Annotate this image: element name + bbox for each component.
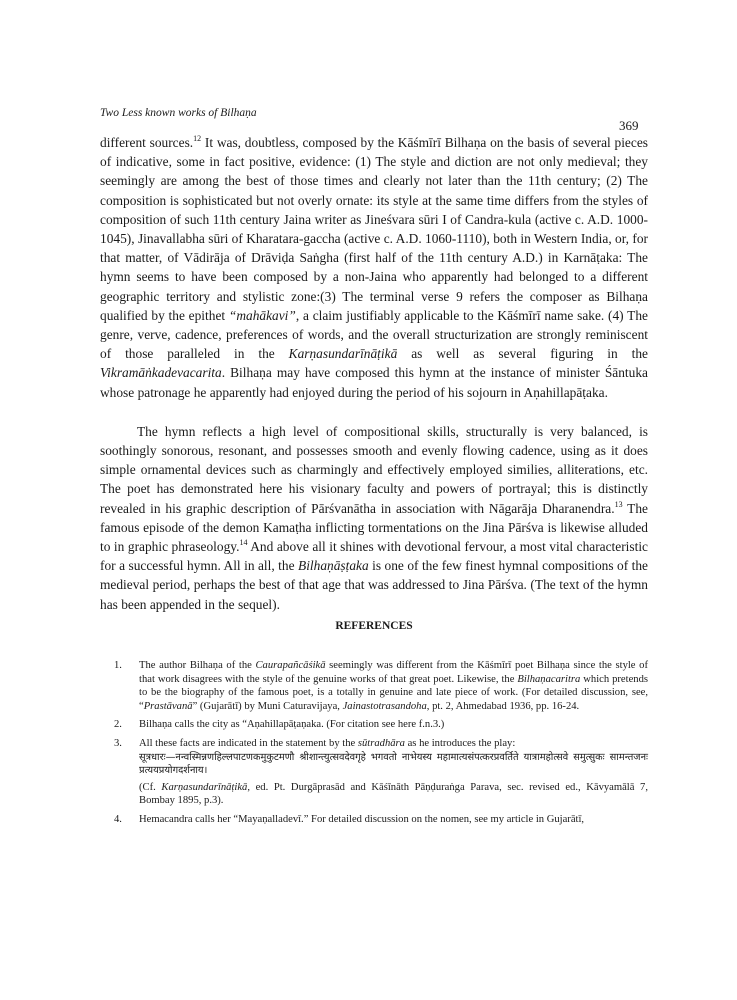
reference-item (100, 718, 648, 732)
reference-number: 4. (114, 813, 122, 825)
italic-title: Jainastotrasandoha (342, 700, 427, 712)
text-run: And above all it shines with devotional fervour, a most vital characteristic for a successful hymn. All in all, the (100, 539, 648, 574)
text-run: , ed. Pt. Durgāprasād and Kāśīnāth Pāṇḍuraṅga Parava, sec. revised ed., Kāvyamālā 7, Bombay 1895, p.3). (139, 781, 649, 807)
text-run: All these facts are indicated in the statement by the (139, 737, 358, 749)
page-number: 369 (619, 118, 639, 133)
reference-number: 3. (114, 737, 122, 749)
footnote-marker: 14 (239, 538, 248, 548)
reference-number: 2. (114, 719, 122, 731)
reference-item (100, 659, 648, 713)
running-head: Two Less known works of Bilhaṇa (100, 107, 257, 119)
text-run: It was, doubtless, composed by the Kāśmīrī Bilhaṇa on the basis of several pieces of indicative, some in fact positive, evidence: (1) The style and diction are not only medieval; they seemingly are among the best of those times and clearly not later than the 11th century; (2) The composition is sophisticated but not overly ornate: its style at the same time differs from the styles of composition of such 11th century Jaina writer as Jineśvara sūri I of Candra-kula (active c. A.D. 1000-1045), Jinavallabha sūri of Kharatara-gaccha (active c. A.D. 1060-1110), both in Western India, or, for that matter, of Vādirāja of Drāviḍa Saṅgha (first half of the 11th century A.D.) in Karnāṭaka: The hymn seems to have been composed by a non-Jaina who apparently had belonged to a different geographic territory and stylistic zone:(3) The terminal verse 9 refers the composer as Bilhaṇa qualified by the epithet (100, 135, 648, 323)
italic-term: “mahākavi” (228, 307, 296, 323)
text-run: . Bilhaṇa may have composed this hymn at the instance of minister Śāntuka whose patronage he apparently had enjoyed during the period of his sojourn in Aṇahillapāṭaka. (100, 365, 648, 400)
italic-title: Karṇasundarīnāṭikā (161, 781, 248, 793)
text-run: , pt. 2, Ahmedabad 1936, pp. 16-24. (426, 700, 580, 712)
italic-title: Bilhaṇacaritra (517, 673, 581, 685)
italic-title: Karṇasundarīnāṭikā (288, 346, 398, 362)
text-run: , a claim justifiably applicable to the Kāśmīrī name sake. (4) The genre, verve, cadence, preferences of words, and the overall structurization are strongly reminiscent of those paralleled in the (100, 307, 648, 362)
text-run: The hymn reflects a high level of compositional skills, structurally is very balanced, is soothingly sonorous, resonant, and possesses smooth and evenly flowing cadence, using as it does simple ornamental devices such as charmingly and effectively employed similies, alliterations, etc. The poet has demonstrated here his visionary faculty and powers of portrayal; this is distinctly revealed in his graphic description of Pārśvanātha in association with Nāgarāja Dharanendra. (100, 423, 648, 516)
text-run: seemingly was different from the Kāśmīrī poet Bilhaṇa since the style of that work disagrees with the style of the genuine works of that great poet. Likewise, the (139, 660, 648, 685)
references-heading: REFERENCES (335, 620, 413, 632)
text-run: is one of the few finest hymnal compositions of the medieval period, perhaps the best of that age that was addressed to Jina Pārśva. (The text of the hymn has been appended in the sequel). (100, 558, 648, 612)
text-run: The author Bilhaṇa of the (139, 660, 256, 671)
paragraph-2 (100, 422, 648, 614)
text-run: (Cf. (139, 781, 162, 793)
italic-title: Prastāvanā (143, 700, 193, 712)
references-list (100, 659, 648, 832)
text-run: as he introduces the play: (404, 737, 516, 749)
devanagari-quote: सूत्रधारः—नन्वस्मिन्नणहिल्लपाटणकमुकुटमणौ श्रीशान्त्युत्सवदेवगृहे भगवतो नाभेयस्य महामात्यसंपत्करप्रवर्तिते यात्रामहोत्सवे समुत्सुकः सामन्तजनः प्रत्ययप्रयोगदर्शनाय। (139, 751, 648, 777)
reference-item (100, 813, 648, 827)
italic-title: Vikramāṅkadevacarita (100, 365, 222, 381)
italic-term: sūtradhāra (357, 737, 405, 749)
text-run: which pretends to be the biography of the famous poet, is a totally in genuine and late piece of work. (For detailed discussion, see, “ (139, 673, 648, 712)
italic-title: Bilhaṇāṣṭaka (298, 558, 369, 574)
italic-title: Caurapañcāśikā (255, 660, 326, 671)
reference-item (100, 737, 648, 808)
text-run: as well as several figuring in the (397, 346, 648, 362)
citation (139, 781, 648, 808)
text-run: Hemacandra calls her “Mayaṇalladevī.” For detailed discussion on the nomen, see my article in Gujarātī, (139, 813, 585, 825)
footnote-marker: 12 (193, 134, 202, 143)
reference-number: 1. (114, 660, 122, 671)
footnote-marker: 13 (614, 499, 623, 509)
text-run: Bilhaṇa calls the city as “Aṇahillapāṭaṇaka. (For citation see here f.n.3.) (139, 719, 445, 731)
body-text (100, 133, 648, 614)
text-run: different sources. (100, 135, 194, 150)
paragraph-1 (100, 133, 648, 402)
text-run: ” (Gujarātī) by Muni Caturavijaya, (192, 700, 343, 712)
text-run: The famous episode of the demon Kamaṭha inflicting tormentations on the Jina Pārśva is likewise alluded to in graphic phraseology. (100, 500, 648, 555)
